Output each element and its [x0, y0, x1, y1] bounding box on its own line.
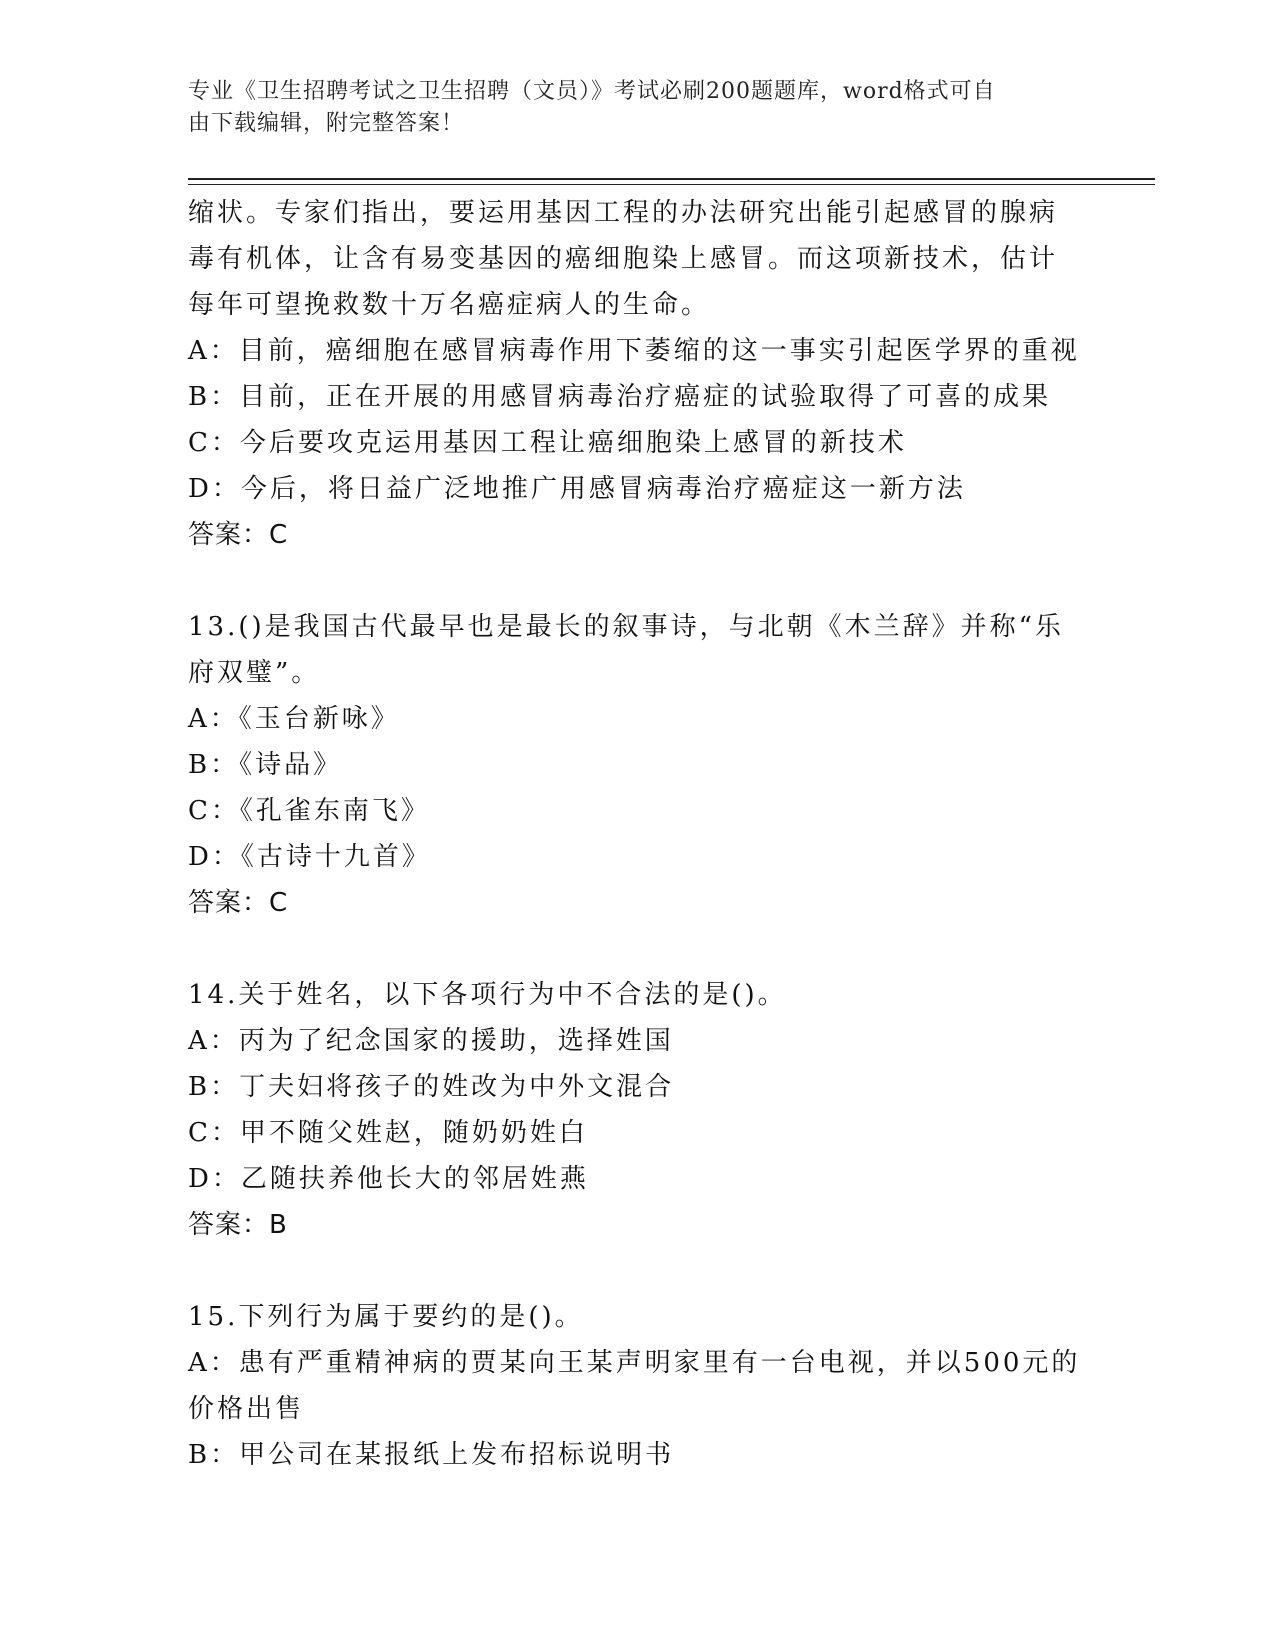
question-12: [188, 190, 1098, 558]
option-a: A：患有严重精神病的贾某向王某声明家里有一台电视，并以500元的: [188, 1348, 1081, 1378]
option-a: A：《玉台新咏》: [188, 704, 400, 734]
question-text: 13.()是我国古代最早也是最长的叙事诗，与北朝《木兰辞》并称“乐: [188, 612, 1064, 642]
option-a-continued: 价格出售: [188, 1394, 305, 1424]
spacer: [188, 558, 1098, 604]
question-text: 14.关于姓名，以下各项行为中不合法的是()。: [188, 980, 787, 1010]
question-13: [188, 604, 1098, 926]
option-c: C：甲不随父姓赵，随奶奶姓白: [188, 1118, 588, 1148]
option-d: D：《古诗十九首》: [188, 842, 431, 872]
passage-line: 每年可望挽救数十万名癌症病人的生命。: [188, 290, 711, 320]
option-d: D：乙随扶养他长大的邻居姓燕: [188, 1164, 589, 1194]
spacer: [188, 1248, 1098, 1294]
question-15: [188, 1294, 1098, 1478]
question-text: 府双璧”。: [188, 658, 321, 688]
header-line-2: 由下载编辑，附完整答案！: [188, 111, 465, 136]
header-divider-thin: [188, 184, 1155, 185]
option-b: B：甲公司在某报纸上发布招标说明书: [188, 1440, 675, 1470]
header-divider-thick: [188, 178, 1155, 180]
option-b: B：目前，正在开展的用感冒病毒治疗癌症的试验取得了可喜的成果: [188, 382, 1052, 412]
answer: 答案：C: [188, 888, 289, 918]
option-a: A：丙为了纪念国家的援助，选择姓国: [188, 1026, 674, 1056]
answer: 答案：C: [188, 520, 289, 550]
option-c: C：今后要攻克运用基因工程让癌细胞染上感冒的新技术: [188, 428, 907, 458]
option-d: D：今后，将日益广泛地推广用感冒病毒治疗癌症这一新方法: [188, 474, 966, 504]
spacer: [188, 926, 1098, 972]
page-header: [188, 76, 1068, 140]
option-b: B：丁夫妇将孩子的姓改为中外文混合: [188, 1072, 675, 1102]
header-line-1: 专业《卫生招聘考试之卫生招聘（文员）》考试必刷200题题库，word格式可自: [188, 79, 996, 104]
document-body: [188, 190, 1098, 1478]
answer: 答案：B: [188, 1210, 288, 1240]
passage-line: 缩状。专家们指出，要运用基因工程的办法研究出能引起感冒的腺病: [188, 198, 1059, 228]
question-14: [188, 972, 1098, 1248]
option-c: C：《孔雀东南飞》: [188, 796, 430, 826]
option-a: A：目前，癌细胞在感冒病毒作用下萎缩的这一事实引起医学界的重视: [188, 336, 1080, 366]
option-b: B：《诗品》: [188, 750, 343, 780]
question-text: 15.下列行为属于要约的是()。: [188, 1302, 584, 1332]
passage-line: 毒有机体，让含有易变基因的癌细胞染上感冒。而这项新技术，估计: [188, 244, 1059, 274]
